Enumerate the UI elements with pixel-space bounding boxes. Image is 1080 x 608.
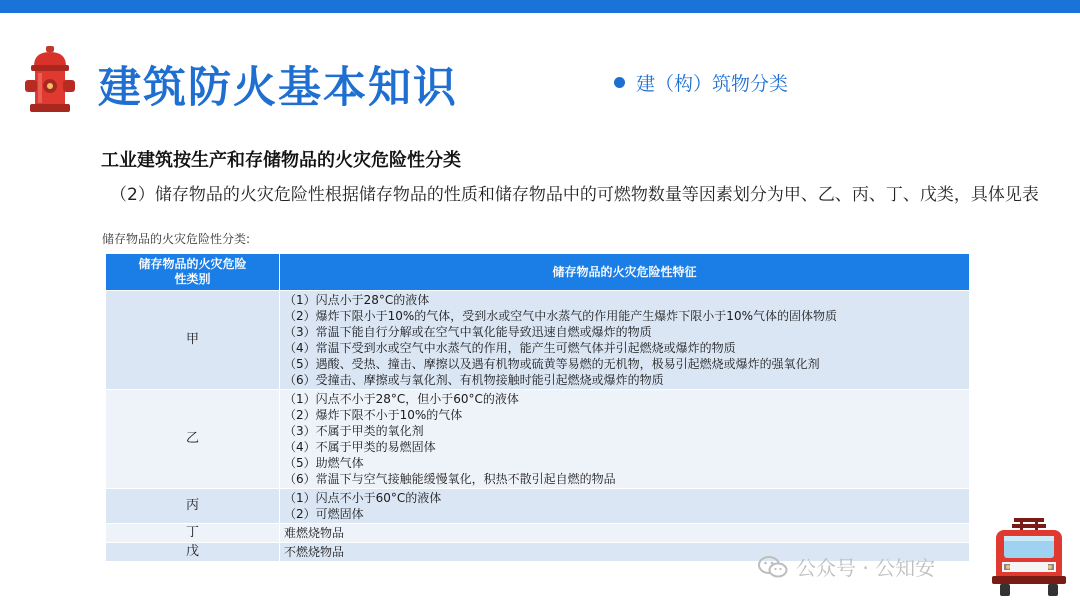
table-header-row — [106, 254, 970, 291]
category-cell: 乙 — [106, 390, 280, 489]
category-cell: 丁 — [106, 524, 280, 543]
feature-item: （5）遇酸、受热、撞击、摩擦以及遇有机物或硫黄等易燃的无机物，极易引起燃烧或爆炸的强氧化剂 — [284, 357, 820, 371]
watermark — [758, 552, 935, 581]
header-category: 储存物品的火灾危险性类别 — [106, 254, 280, 291]
table-caption: 储存物品的火灾危险性分类: — [102, 232, 251, 246]
features-cell — [280, 489, 970, 524]
watermark-text: 公众号 · 公知安 — [796, 556, 936, 580]
feature-item: （1）闪点不小于60°C的液体 — [284, 491, 442, 505]
page-title: 建筑防火基本知识 — [98, 63, 458, 113]
table-body — [106, 291, 970, 562]
feature-item: （1）闪点小于28°C的液体 — [284, 293, 430, 307]
feature-item: （5）助燃气体 — [284, 456, 364, 470]
features-cell — [280, 390, 970, 489]
table-row — [106, 524, 970, 543]
feature-item: （1）闪点不小于28°C，但小于60°C的液体 — [284, 392, 519, 406]
feature-item: （6）常温下与空气接触能缓慢氧化，积热不散引起自燃的物品 — [284, 472, 616, 486]
bullet-dot-icon — [614, 77, 625, 88]
table-row — [106, 291, 970, 390]
wechat-icon — [758, 555, 788, 579]
category-cell: 丙 — [106, 489, 280, 524]
feature-item: 不燃烧物品 — [284, 545, 345, 559]
table-row — [106, 489, 970, 524]
feature-item: （2）爆炸下限不小于10%的气体 — [284, 408, 463, 422]
category-cell: 戊 — [106, 543, 280, 562]
top-accent-bar — [0, 0, 1080, 13]
table-row — [106, 390, 970, 489]
feature-item: 难燃烧物品 — [284, 526, 345, 540]
features-cell — [280, 291, 970, 390]
fire-truck-icon — [990, 518, 1068, 598]
fire-hydrant-icon — [24, 46, 76, 114]
category-cell: 甲 — [106, 291, 280, 390]
feature-item: （3）不属于甲类的氧化剂 — [284, 424, 424, 438]
subtitle: 工业建筑按生产和存储物品的火灾危险性分类 — [101, 150, 461, 171]
feature-item: （2）爆炸下限小于10%的气体，受到水或空气中水蒸气的作用能产生爆炸下限小于10%气体的固体物质 — [284, 309, 837, 323]
features-cell — [280, 524, 970, 543]
feature-item: （2）可燃固体 — [284, 507, 364, 521]
feature-item: （4）不属于甲类的易燃固体 — [284, 440, 436, 454]
section-label: 建（构）筑物分类 — [636, 73, 789, 95]
header-features: 储存物品的火灾危险性特征 — [280, 254, 970, 291]
feature-item: （6）受撞击、摩擦或与氧化剂、有机物接触时能引起燃烧或爆炸的物质 — [284, 373, 664, 387]
hazard-classification-table — [105, 253, 970, 562]
feature-item: （4）常温下受到水或空气中水蒸气的作用，能产生可燃气体并引起燃烧或爆炸的物质 — [284, 341, 736, 355]
feature-item: （3）常温下能自行分解或在空气中氧化能导致迅速自燃或爆炸的物质 — [284, 325, 652, 339]
intro-paragraph: （2）储存物品的火灾危险性根据储存物品的性质和储存物品中的可燃物数量等因素划分为甲、乙、丙、丁、戊类，具体见表 — [110, 185, 1039, 205]
